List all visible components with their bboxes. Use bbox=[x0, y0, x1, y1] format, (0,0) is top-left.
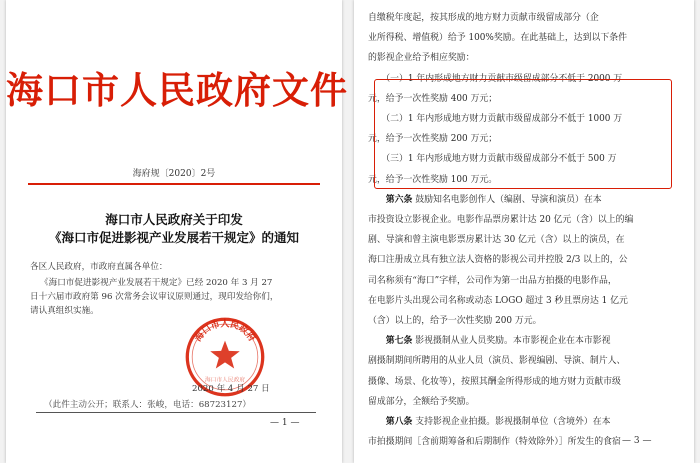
distribution-note: （此件主动公开；联系人：张峻，电话：68723127） bbox=[44, 400, 252, 410]
article-number: 第八条 bbox=[385, 417, 413, 427]
article-text-line: （二）1 年内形成地方财力贡献市级留成部分不低于 1000 万 bbox=[385, 114, 623, 124]
svg-text:海口市人民政府: 海口市人民政府 bbox=[193, 319, 257, 344]
article-text-line: 市拍摄期间［含前期筹备和后期制作（特效除外）］所发生的食宿 bbox=[368, 437, 621, 448]
page-number: — 1 — bbox=[270, 418, 300, 428]
article-text-line: 第八条 支持影视企业拍摄。影视摄制单位（含境外）在本 bbox=[385, 417, 611, 427]
article-number: 第七条 bbox=[385, 336, 413, 347]
article-text-line: 剧、导演和曾主演电影票房累计达 30 亿元（含）以上的演员，在 bbox=[368, 235, 625, 246]
article-text-line: （含）以上的，给予一次性奖励 200 万元。 bbox=[368, 316, 542, 326]
notice-title-line-1: 海口市人民政府关于印发 bbox=[105, 212, 243, 227]
article-text-line: 在电影片头出现公司名称或动态 LOGO 超过 3 秒且票房达 1 亿元 bbox=[368, 295, 628, 306]
issue-date: 2020 年 4 月 27 日 bbox=[192, 384, 270, 394]
footer-divider bbox=[36, 412, 316, 413]
addressee: 各区人民政府，市政府直属各单位： bbox=[30, 262, 168, 272]
article-text-line: 元，给予一次性奖励 400 万元； bbox=[368, 93, 498, 104]
article-text-line: （一）1 年内形成地方财力贡献市级留成部分不低于 2000 万 bbox=[385, 73, 623, 84]
article-text-line: （三）1 年内形成地方财力贡献市级留成部分不低于 500 万 bbox=[385, 154, 617, 165]
article-text-line: 元，给予一次性奖励 100 万元。 bbox=[368, 174, 498, 185]
document-page-3 bbox=[354, 0, 694, 463]
svg-text:海口市人民政府: 海口市人民政府 bbox=[204, 377, 246, 384]
article-text-line: 司名称须有“海口”字样，公司作为第一出品方拍摄的电影作品， bbox=[368, 275, 617, 286]
article-text-line: 市投资设立影视企业。电影作品票房累计达 20 亿元（含）以上的编 bbox=[368, 215, 634, 225]
page-number: — 3 — bbox=[622, 436, 652, 446]
notice-body-line: 日十六届市政府第 96 次常务会议审议原则通过，现印发给你们， bbox=[30, 292, 279, 302]
red-header-title: 海口市人民政府文件 bbox=[6, 68, 348, 112]
article-text-line: 第七条 影视摄制从业人员奖励。本市影视企业在本市影视 bbox=[385, 336, 611, 347]
article-text-line: 摄像、场景、化妆等），按照其酬金所得形成的地方财力贡献市级 bbox=[368, 376, 621, 387]
article-text-line: 剧摄制期间所聘用的从业人员（演员、影视编剧、导演、制片人、 bbox=[368, 356, 626, 367]
article-text-line: 的影视企业给予相应奖励： bbox=[368, 53, 475, 64]
article-text-line: 元，给予一次性奖励 200 万元； bbox=[368, 134, 498, 145]
notice-title-line-2: 《海口市促进影视产业发展若干规定》的通知 bbox=[48, 230, 299, 245]
article-text-line: 业所得税、增值税）给予 100%奖励。在此基础上，达到以下条件 bbox=[368, 33, 627, 44]
article-text-line: 自缴税年度起，按其形成的地方财力贡献市级留成部分（企 bbox=[368, 13, 599, 23]
notice-body-line: 请认真组织实施。 bbox=[30, 306, 99, 316]
highlight-annotation-box bbox=[374, 79, 672, 189]
document-page-1 bbox=[6, 0, 348, 463]
document-number: 海府规〔2020〕2号 bbox=[132, 169, 216, 179]
article-text-line: 第六条 鼓励知名电影创作人（编剧、导演和演员）在本 bbox=[385, 194, 602, 205]
article-text-line: 海口注册成立具有独立法人资格的影视公司并控股 2/3 以上的，公 bbox=[368, 255, 628, 266]
article-text-line: 留成部分，全额给予奖励。 bbox=[368, 396, 475, 407]
notice-body-line: 《海口市促进影视产业发展若干规定》已经 2020 年 3 月 27 bbox=[40, 278, 273, 288]
article-number: 第六条 bbox=[385, 194, 413, 205]
star-icon bbox=[210, 341, 240, 369]
red-divider-line bbox=[28, 183, 320, 185]
